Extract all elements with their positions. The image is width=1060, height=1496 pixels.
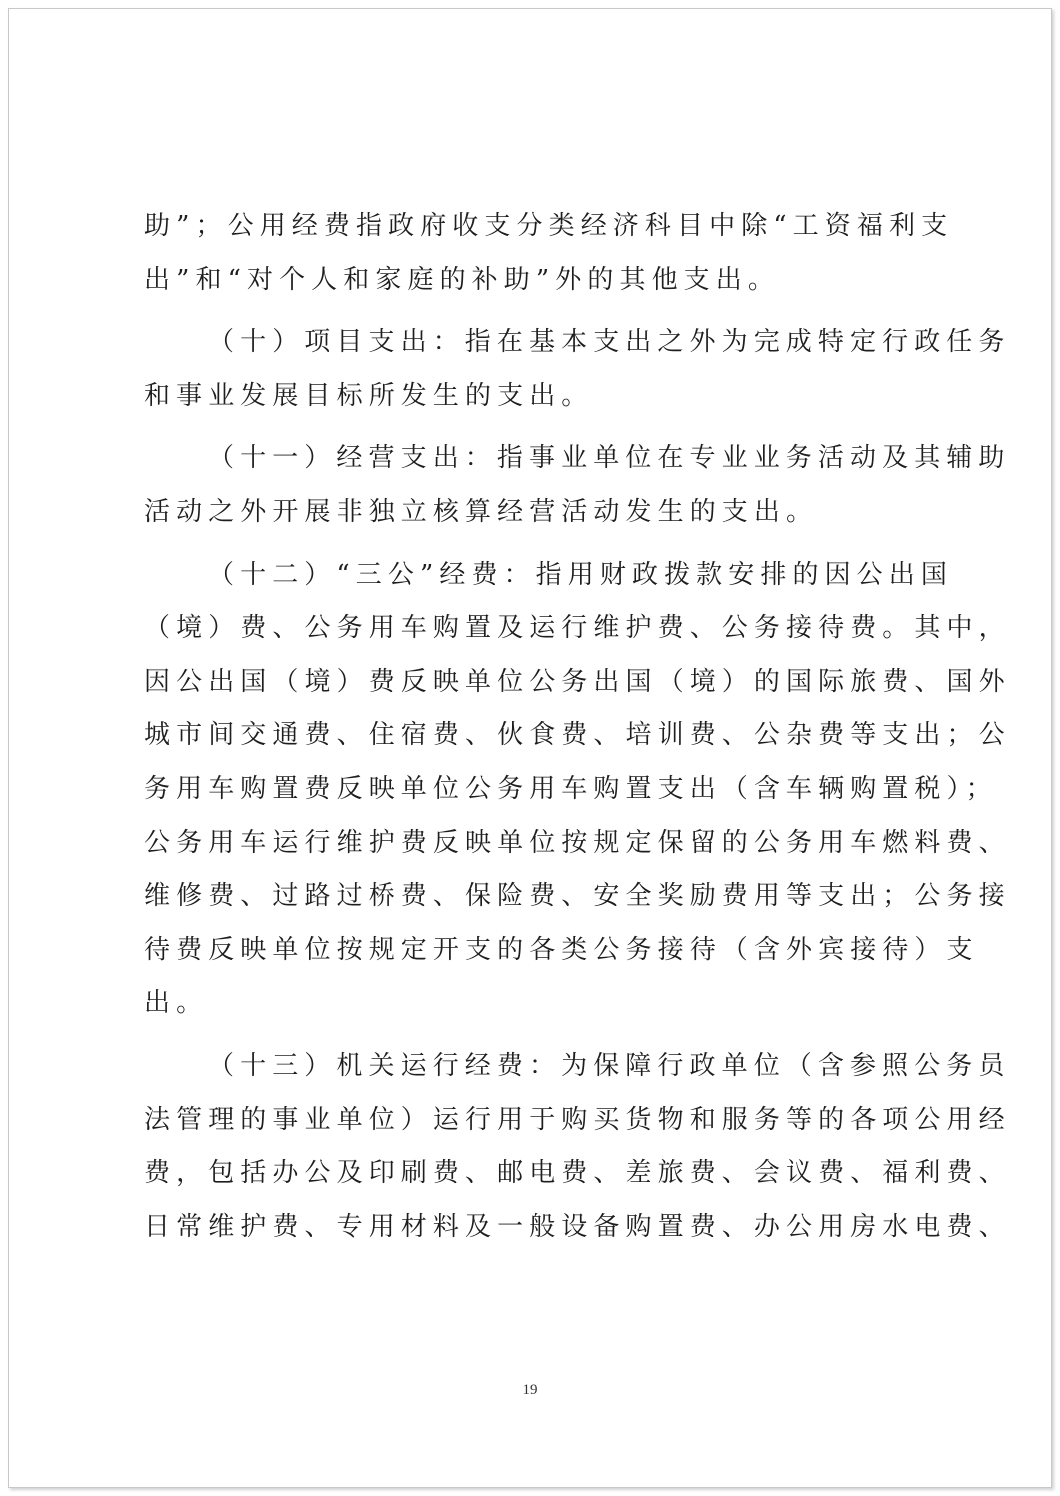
text-line: 日常维护费、专用材料及一般设备购置费、办公用房水电费、 xyxy=(144,1211,1011,1242)
text-line: （境）费、公务用车购置及运行维护费、公务接待费。其中， xyxy=(144,613,1011,644)
text-line: 出”和“对个人和家庭的补助”外的其他支出。 xyxy=(144,264,780,295)
text-line: 城市间交通费、住宿费、伙食费、培训费、公杂费等支出；公 xyxy=(144,720,1011,751)
text-line: 法管理的事业单位）运行用于购买货物和服务等的各项公用经 xyxy=(144,1104,1011,1135)
text-line: 助”；公用经费指政府收支分类经济科目中除“工资福利支 xyxy=(144,211,954,241)
text-line: 出。 xyxy=(144,988,209,1019)
text-line: 务用车购置费反映单位公务用车购置支出（含车辆购置税）； xyxy=(144,773,998,804)
text-line: 因公出国（境）费反映单位公务出国（境）的国际旅费、国外 xyxy=(144,666,1011,697)
page-number: 19 xyxy=(522,1382,538,1398)
text-line: 费，包括办公及印刷费、邮电费、差旅费、会议费、福利费、 xyxy=(144,1158,1011,1189)
text-line: 和事业发展目标所发生的支出。 xyxy=(144,380,594,411)
document-body xyxy=(144,200,1011,1254)
paragraph-heading-line: （十二）“三公”经费：指用财政拨款安排的因公出国 xyxy=(208,559,953,590)
text-line: 活动之外开展非独立核算经营活动发生的支出。 xyxy=(144,496,819,527)
paragraph-heading-line: （十三）机关运行经费：为保障行政单位（含参照公务员 xyxy=(208,1050,1011,1081)
text-line: 待费反映单位按规定开支的各类公务接待（含外宾接待）支 xyxy=(144,934,979,965)
paragraph-heading-line: （十）项目支出：指在基本支出之外为完成特定行政任务 xyxy=(208,327,1011,358)
text-line: 维修费、过路过桥费、保险费、安全奖励费用等支出；公务接 xyxy=(144,881,1011,912)
text-line: 公务用车运行维护费反映单位按规定保留的公务用车燃料费、 xyxy=(144,827,1011,858)
paragraph-heading-line: （十一）经营支出：指事业单位在专业业务活动及其辅助 xyxy=(208,443,1011,474)
